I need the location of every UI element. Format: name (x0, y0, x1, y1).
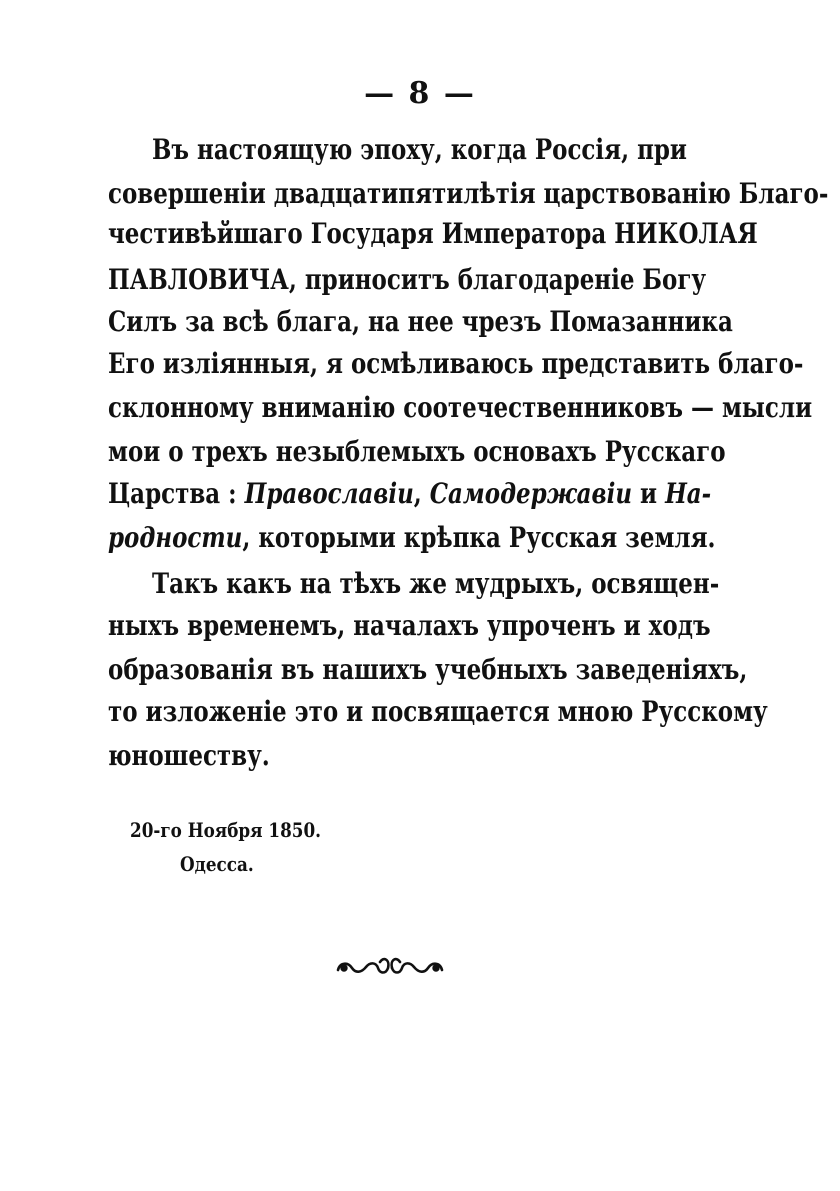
page-number: — 8 — (364, 76, 476, 111)
text-line (108, 258, 707, 302)
signature-date: 20-го Ноября 1850. (130, 818, 322, 842)
text-fragment: честивѣйшаго Государя Императора (108, 217, 615, 250)
italic-term: Православіи (244, 477, 414, 510)
text-line: ныхъ временемъ, началахъ упроченъ и ходъ (108, 609, 711, 642)
text-fragment: , приноситъ благодареніе Богу (288, 263, 707, 296)
emperor-patronymic: ПАВЛОВИЧА (108, 263, 289, 296)
text-fragment: и (632, 477, 666, 510)
text-line: склонному вниманію соотечественниковъ — мысли (108, 391, 813, 424)
signature-place: Одесса. (180, 852, 254, 876)
italic-term: На- (665, 477, 712, 510)
italic-term: Самодержавіи (429, 477, 633, 510)
text-line: то изложеніе это и посвящается мною Русскому (108, 695, 768, 728)
text-line: Силъ за всѣ блага, на нее чрезъ Помазанника (108, 305, 733, 338)
text-line (108, 516, 716, 560)
text-line: Въ настоящую эпоху, когда Россія, при (152, 133, 687, 166)
flourish-ornament-icon (330, 950, 450, 984)
text-line: юношеству. (108, 739, 270, 772)
text-line: Его изліянныя, я осмѣливаюсь представить благо- (108, 347, 804, 380)
text-fragment: , (413, 477, 430, 510)
text-line: мои о трехъ незыблемыхъ основахъ Русскаго (108, 435, 726, 468)
emperor-name: НИКОЛАЯ (614, 217, 758, 250)
text-line: совершеніи двадцатипятилѣтія царствованію Благо- (108, 177, 829, 210)
text-line (108, 472, 712, 516)
text-fragment: , которыми крѣпка Русская земля. (242, 521, 716, 554)
text-line: Такъ какъ на тѣхъ же мудрыхъ, освящен- (152, 567, 720, 600)
text-line (108, 212, 758, 256)
text-fragment: Царства : (108, 477, 245, 510)
text-line: образованія въ нашихъ учебныхъ заведеніяхъ, (108, 653, 748, 686)
italic-term: родности (108, 521, 243, 554)
